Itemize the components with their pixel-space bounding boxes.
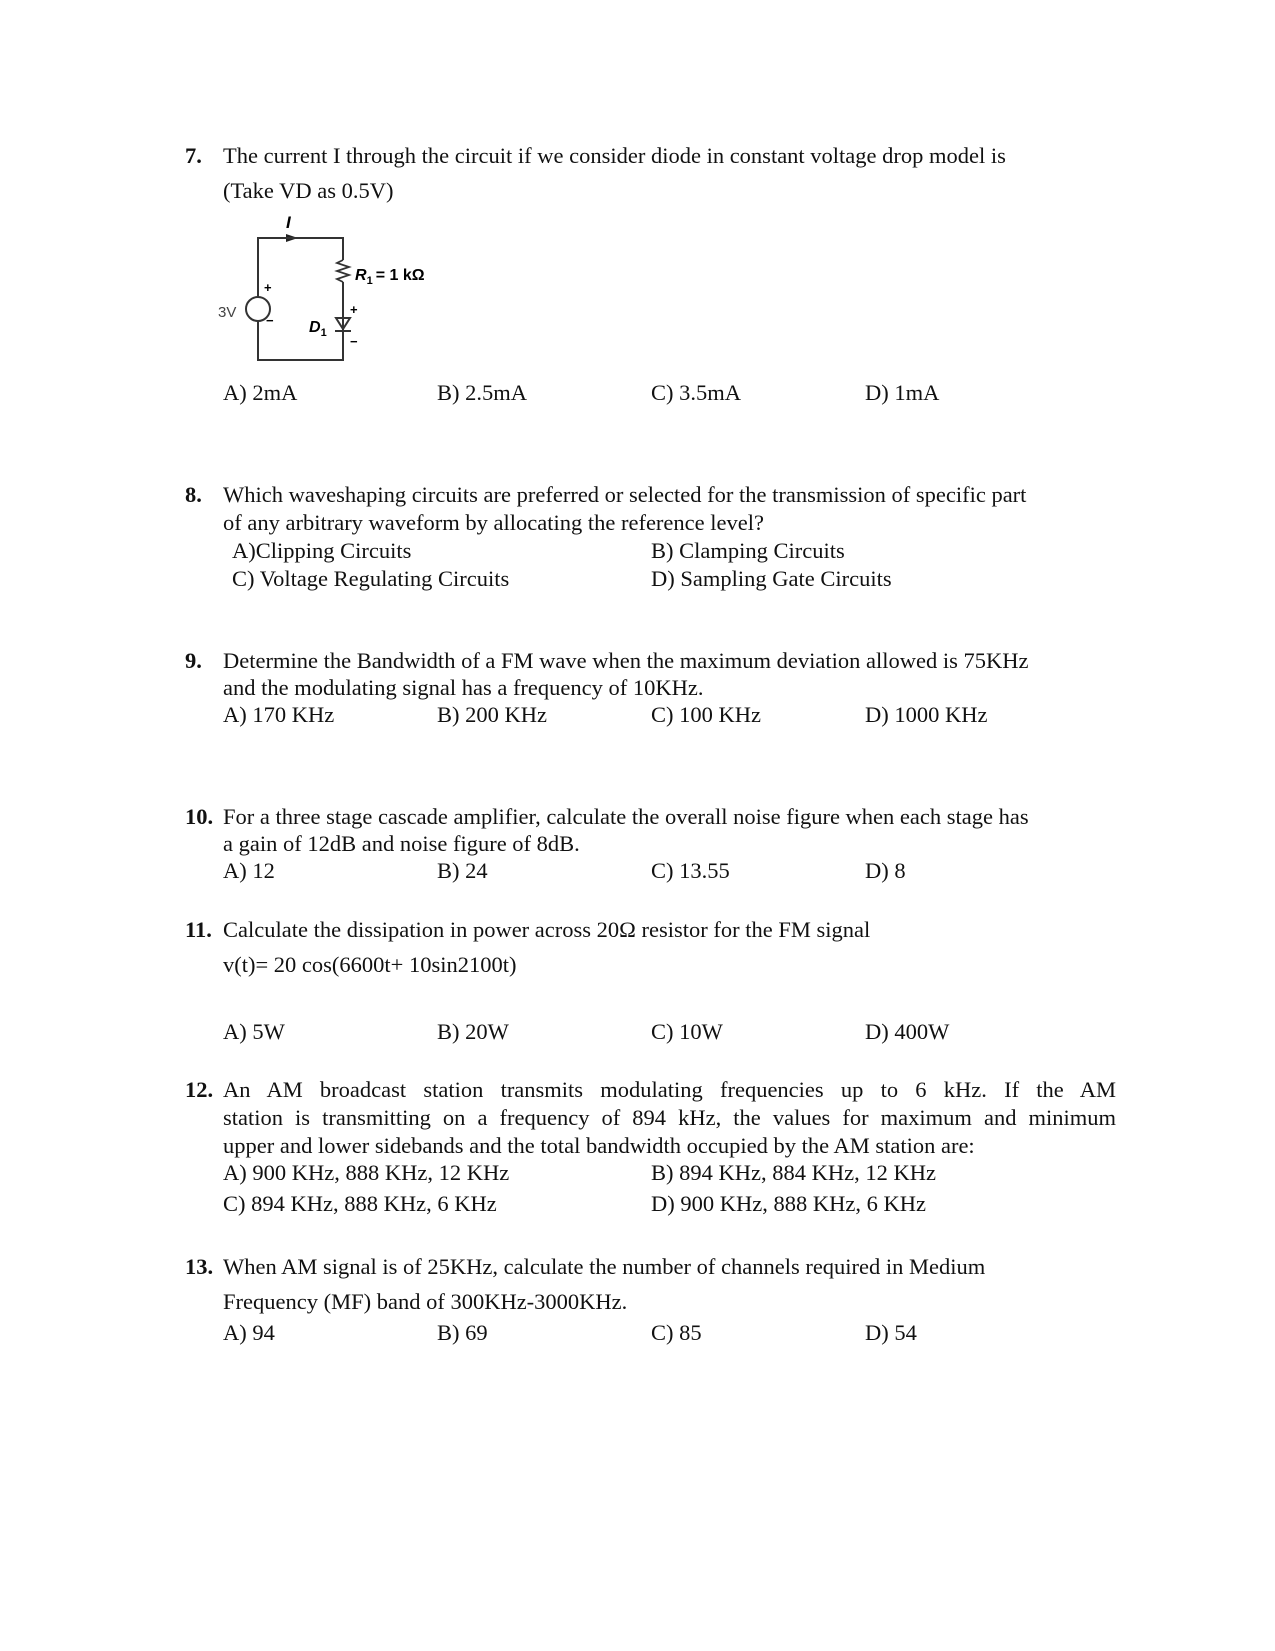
source-plus: + <box>264 280 272 295</box>
option-b[interactable]: B) 24 <box>437 858 488 883</box>
question-text: Which waveshaping circuits are preferred or selected for the transmission of specific part <box>223 482 1027 507</box>
question-text: upper and lower sidebands and the total bandwidth occupied by the AM station are: <box>223 1133 975 1158</box>
circuit-wires <box>258 238 343 360</box>
option-c[interactable]: C) 100 KHz <box>651 702 761 727</box>
current-label: I <box>286 213 291 232</box>
option-a[interactable]: A) 170 KHz <box>223 702 335 727</box>
question-number: 13. <box>185 1254 214 1279</box>
option-c[interactable]: C) 10W <box>651 1019 723 1044</box>
option-b[interactable]: B) 2.5mA <box>437 380 527 405</box>
option-a[interactable]: A) 900 KHz, 888 KHz, 12 KHz <box>223 1160 510 1185</box>
option-c[interactable]: C) 3.5mA <box>651 380 741 405</box>
source-voltage-label: 3V <box>218 304 237 321</box>
question-number: 9. <box>185 648 202 673</box>
option-d[interactable]: D) 8 <box>865 858 906 883</box>
question-text: For a three stage cascade amplifier, calculate the overall noise figure when each stage has <box>223 804 1029 829</box>
option-b[interactable]: B) 894 KHz, 884 KHz, 12 KHz <box>651 1160 936 1185</box>
option-c[interactable]: C) Voltage Regulating Circuits <box>232 566 510 591</box>
resistor-symbol <box>337 260 349 282</box>
diode-symbol <box>335 314 351 336</box>
option-d[interactable]: D) 900 KHz, 888 KHz, 6 KHz <box>651 1191 926 1216</box>
option-d[interactable]: D) Sampling Gate Circuits <box>651 566 892 591</box>
question-text: An AM broadcast station transmits modulating frequencies up to 6 kHz. If the AM <box>223 1077 1116 1102</box>
option-a[interactable]: A) 94 <box>223 1320 275 1345</box>
option-d[interactable]: D) 400W <box>865 1019 950 1044</box>
option-d[interactable]: D) 1000 KHz <box>865 702 988 727</box>
diode-plus: + <box>350 302 358 317</box>
diode-label: $D_1$ <box>309 319 327 339</box>
option-a[interactable]: A) 2mA <box>223 380 298 405</box>
option-b[interactable]: B) 200 KHz <box>437 702 547 727</box>
question-number: 7. <box>185 143 202 168</box>
question-number: 8. <box>185 482 202 507</box>
question-text: of any arbitrary waveform by allocating the reference level? <box>223 510 764 535</box>
option-c[interactable]: C) 85 <box>651 1320 702 1345</box>
option-a[interactable]: A)Clipping Circuits <box>232 538 412 563</box>
question-number: 11. <box>185 917 212 942</box>
option-a[interactable]: A) 12 <box>223 858 275 883</box>
option-d[interactable]: D) 1mA <box>865 380 940 405</box>
question-text: a gain of 12dB and noise figure of 8dB. <box>223 831 580 856</box>
question-text: Determine the Bandwidth of a FM wave when the maximum deviation allowed is 75KHz <box>223 648 1029 673</box>
option-b[interactable]: B) Clamping Circuits <box>651 538 845 563</box>
option-a[interactable]: A) 5W <box>223 1019 285 1044</box>
option-d[interactable]: D) 54 <box>865 1320 917 1345</box>
question-text: v(t)= 20 cos(6600t+ 10sin2100t) <box>223 952 517 977</box>
question-text: When AM signal is of 25KHz, calculate the number of channels required in Medium <box>223 1254 986 1279</box>
question-number: 12. <box>185 1077 214 1102</box>
question-text: Calculate the dissipation in power across 20Ω resistor for the FM signal <box>223 917 871 942</box>
source-minus: − <box>266 313 274 328</box>
option-c[interactable]: C) 894 KHz, 888 KHz, 6 KHz <box>223 1191 497 1216</box>
question-text: The current I through the circuit if we consider diode in constant voltage drop model is <box>223 143 1006 168</box>
diode-circuit-diagram <box>210 210 460 370</box>
option-b[interactable]: B) 20W <box>437 1019 509 1044</box>
question-text: (Take VD as 0.5V) <box>223 178 394 203</box>
question-number: 10. <box>185 804 214 829</box>
resistor-label: $R_1 = 1$ kΩ <box>355 267 425 287</box>
question-text: Frequency (MF) band of 300KHz-3000KHz. <box>223 1289 628 1314</box>
question-text: station is transmitting on a frequency of 894 kHz, the values for maximum and minimum <box>223 1105 1116 1130</box>
option-c[interactable]: C) 13.55 <box>651 858 730 883</box>
question-text: and the modulating signal has a frequency of 10KHz. <box>223 675 704 700</box>
option-b[interactable]: B) 69 <box>437 1320 488 1345</box>
diode-minus: − <box>350 334 358 349</box>
